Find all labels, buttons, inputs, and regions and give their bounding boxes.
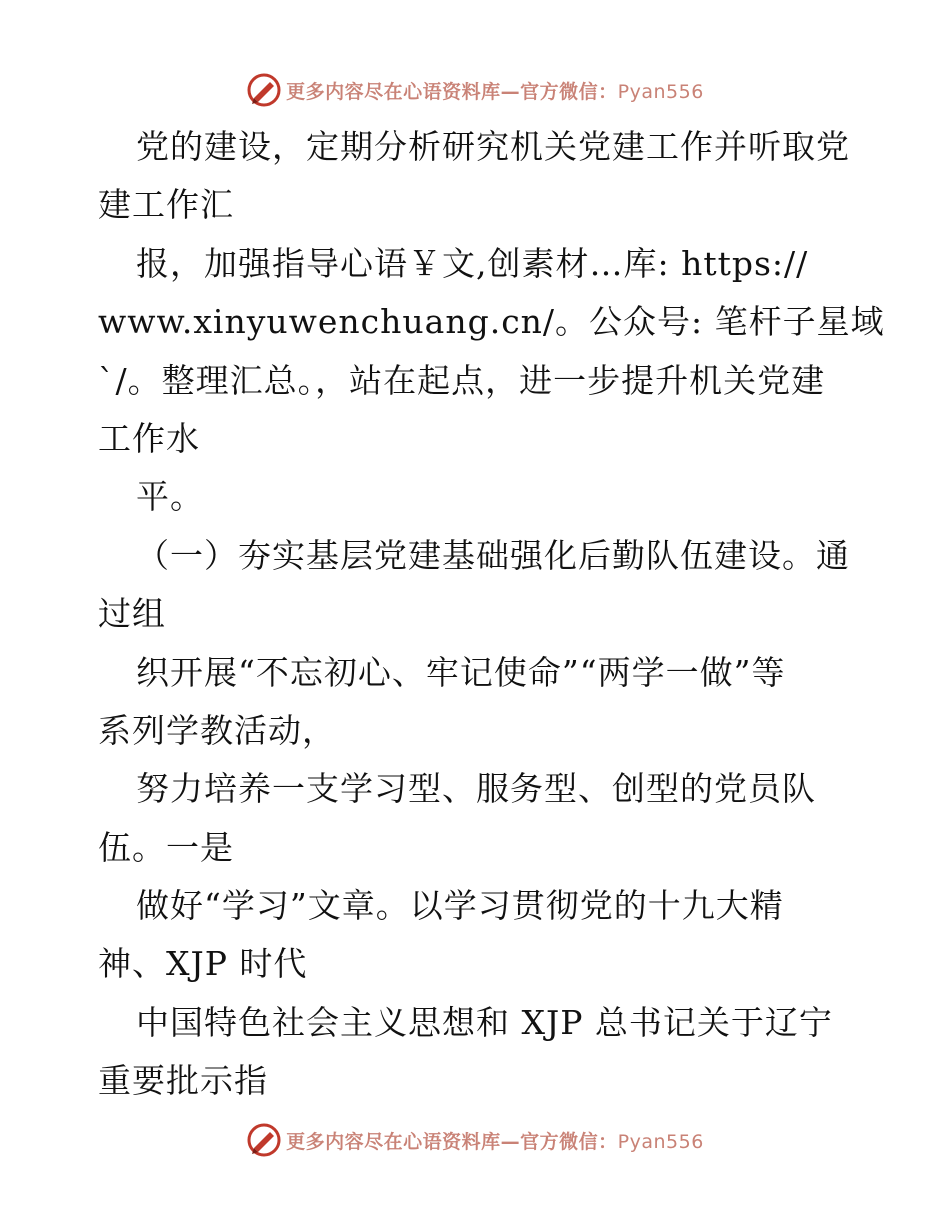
footer-watermark-banner xyxy=(0,1120,950,1160)
document-body xyxy=(98,118,885,1111)
text-line: 系列学教活动， xyxy=(98,710,336,750)
text-line: 报，加强指导心语￥文,创素材…库: https:// xyxy=(136,243,809,283)
pen-logo-icon xyxy=(246,1122,282,1158)
text-line: 平。 xyxy=(136,477,204,517)
text-line: （一）夯实基层党建基础强化后勤队伍建设。通 xyxy=(136,535,850,575)
text-line: 织开展“不忘初心、牢记使命”“两学一做”等 xyxy=(136,652,786,692)
text-line: 神、XJP 时代 xyxy=(98,944,308,984)
header-watermark-banner xyxy=(0,70,950,110)
text-line: `/。整理汇总。，站在起点，进一步提升机关党建 xyxy=(98,360,826,400)
text-line: 党的建设，定期分析研究机关党建工作并听取党 xyxy=(136,127,850,166)
text-line: 建工作汇 xyxy=(98,185,234,225)
text-line: 努力培养一支学习型、服务型、创型的党员队 xyxy=(136,769,816,809)
banner-text: 更多内容尽在心语资料库—官方微信：Pyan556 xyxy=(286,80,704,103)
text-line: www.xinyuwenchuang.cn/。公众号: 笔杆子星域 xyxy=(98,302,885,342)
text-line: 伍。一是 xyxy=(98,827,234,867)
text-line: 中国特色社会主义思想和 XJP 总书记关于辽宁 xyxy=(136,1002,833,1042)
text-line: 重要批示指 xyxy=(98,1061,268,1101)
text-line: 过组 xyxy=(98,594,166,634)
banner-text: 更多内容尽在心语资料库—官方微信：Pyan556 xyxy=(286,1130,704,1153)
pen-logo-icon xyxy=(246,72,282,108)
text-line: 做好“学习”文章。以学习贯彻党的十九大精 xyxy=(136,886,784,926)
text-line: 工作水 xyxy=(98,418,200,458)
